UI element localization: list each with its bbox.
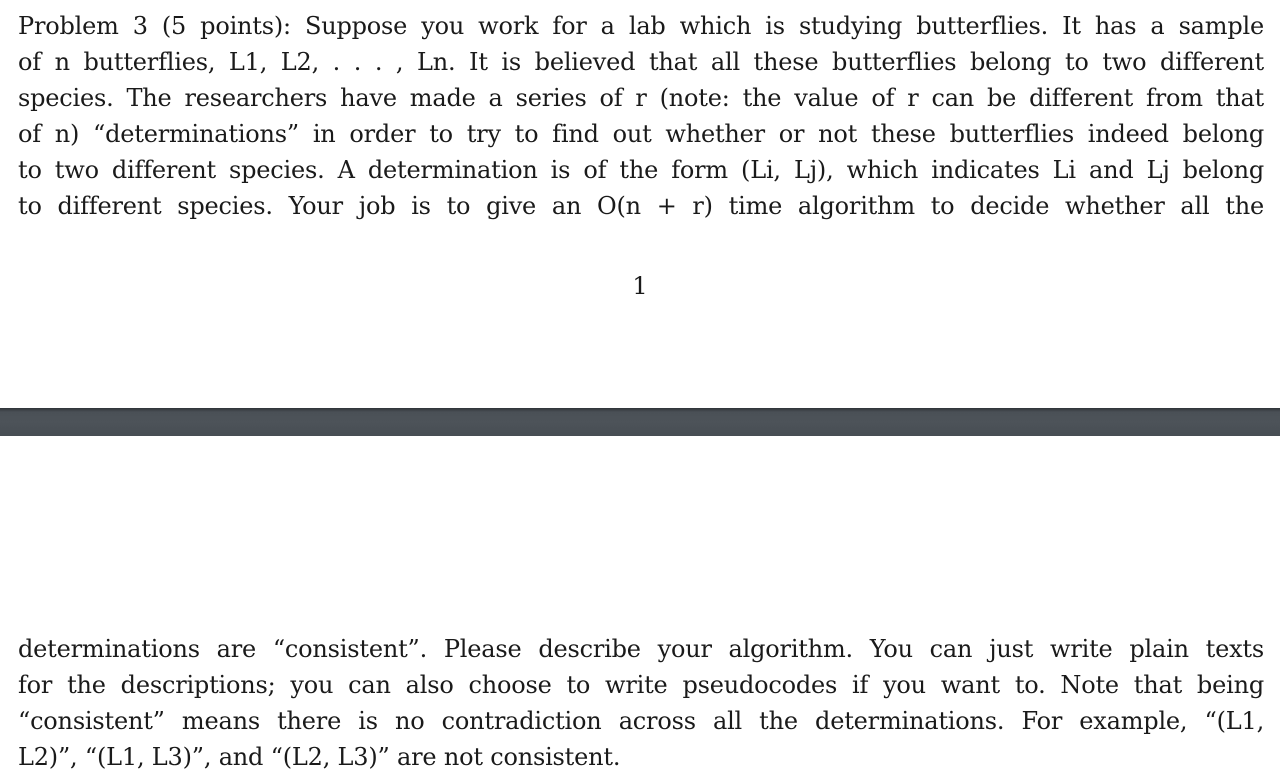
page-number: 1 — [632, 272, 648, 300]
text-line-4: of n) “determinations” in order to try to find out whether or not these butterflies indeed belong — [18, 120, 1264, 148]
text-line-2: of n butterflies, L1, L2, . . . , Ln. It is believed that all these butterflies belong to two different — [18, 48, 1264, 76]
text-line-9: “consistent” means there is no contradiction across all the determinations. For example, “(L1, — [18, 707, 1264, 735]
text-line-7: determinations are “consistent”. Please describe your algorithm. You can just write plain texts — [18, 635, 1264, 663]
text-line-3: species. The researchers have made a series of r (note: the value of r can be different from that — [18, 84, 1264, 112]
document-page-2 — [0, 436, 1280, 784]
problem-statement-part-1 — [18, 8, 1264, 224]
problem-statement-part-2 — [18, 631, 1264, 775]
page-separator — [0, 408, 1280, 436]
text-line-1: Problem 3 (5 points): Suppose you work for a lab which is studying butterflies. It has a sample — [18, 12, 1264, 40]
text-line-6: to different species. Your job is to give an O(n + r) time algorithm to decide whether all the — [18, 192, 1264, 220]
text-line-10: L2)”, “(L1, L3)”, and “(L2, L3)” are not consistent. — [18, 743, 621, 771]
text-line-5: to two different species. A determination is of the form (Li, Lj), which indicates Li and Lj belong — [18, 156, 1264, 184]
text-line-8: for the descriptions; you can also choose to write pseudocodes if you want to. Note that being — [18, 671, 1264, 699]
